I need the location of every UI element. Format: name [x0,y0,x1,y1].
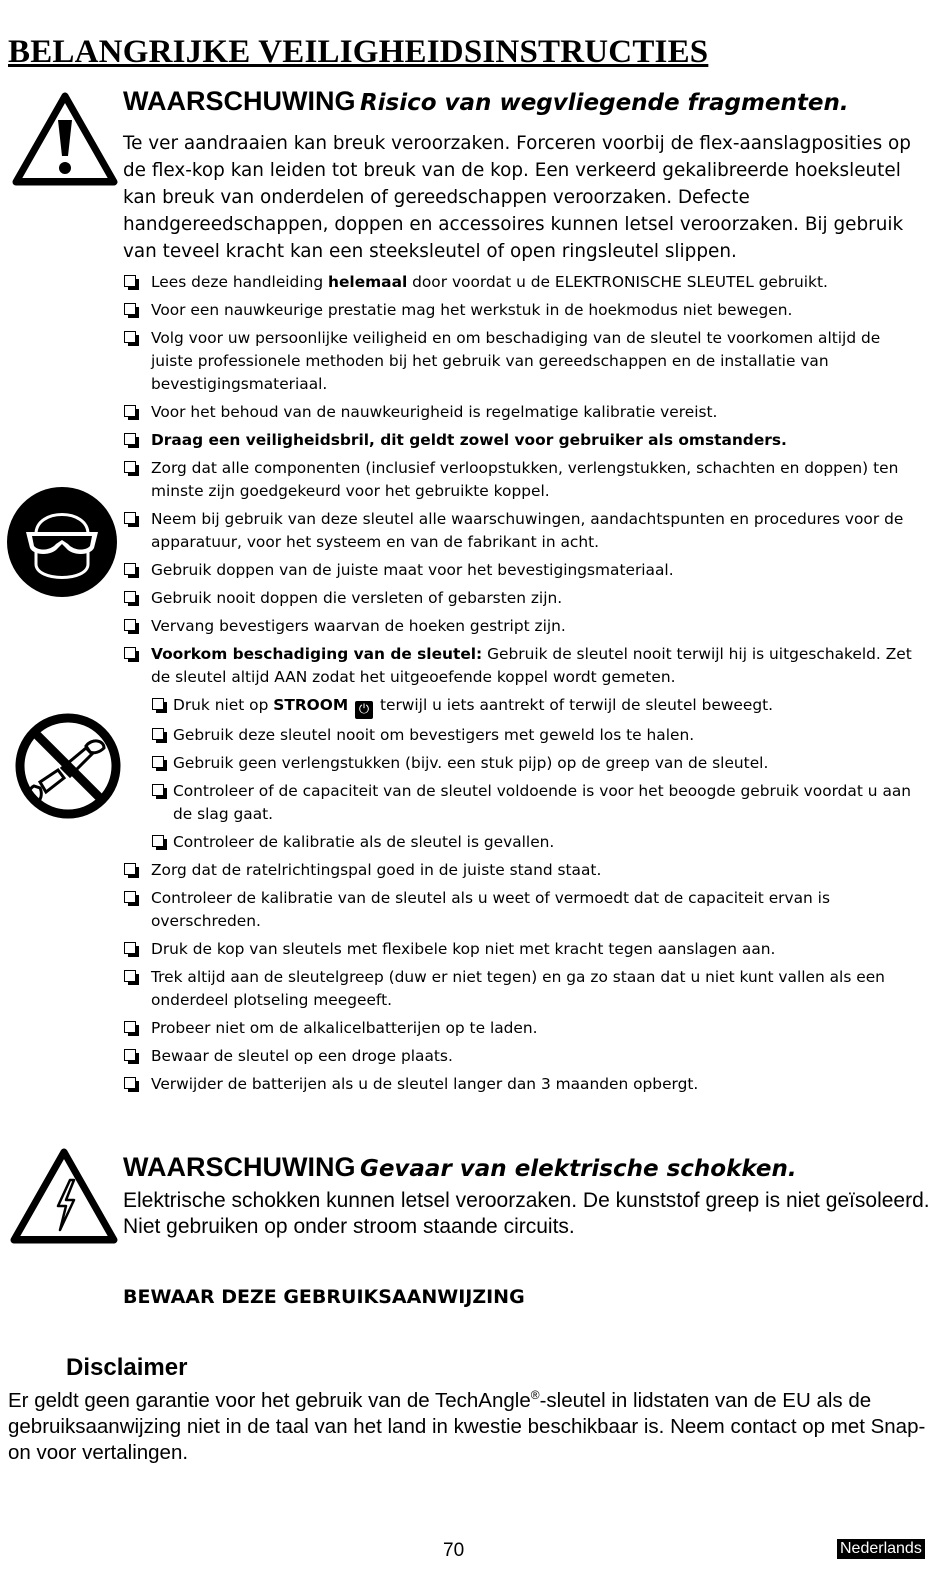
list-item: Neem bij gebruik van deze sleutel alle waarschuwingen, aandachtspunten en procedures voor de apparatuur, voor het systeem en van de fabrikant in acht. [123,508,923,554]
keep-instructions-note: BEWAAR DEZE GEBRUIKSAANWIJZING [123,1286,525,1308]
warning-risk: Risico van wegvliegende fragmenten. [359,90,849,116]
list-item: Probeer niet om de alkalicelbatterijen op te laden. [123,1017,923,1040]
list-item: Gebruik deze sleutel nooit om bevestigers met geweld los te halen. [151,724,923,747]
list-item: Druk niet op STROOM ⏻ terwijl u iets aantrekt of terwijl de sleutel beweegt. [151,694,923,719]
page-title: BELANGRIJKE VEILIGHEIDSINSTRUCTIES [8,34,709,70]
warning-word: WAARSCHUWING [123,1152,356,1182]
no-extension-icon [12,712,124,820]
list-item: Gebruik nooit doppen die versleten of gebarsten zijn. [123,587,923,610]
list-item: Voorkom beschadiging van de sleutel: Gebruik de sleutel nooit terwijl hij is uitgeschakeld. Zet de sleutel altijd AAN zodat het uitgeoefende koppel wordt gemeten. [123,643,923,689]
language-tab: Nederlands [837,1539,925,1559]
safety-checklist [123,271,923,1101]
list-item: Volg voor uw persoonlijke veiligheid en om beschadiging van de sleutel te voorkomen altijd de juiste professionele methoden bij het gebruik van gereedschappen en de installatie van bevestigingsmateriaal. [123,327,923,396]
list-item: Lees deze handleiding helemaal door voordat u de ELEKTRONISCHE SLEUTEL gebruikt. [123,271,923,294]
list-item: Controleer de kalibratie als de sleutel is gevallen. [151,831,923,854]
list-item: Voor een nauwkeurige prestatie mag het werkstuk in de hoekmodus niet bewegen. [123,299,923,322]
list-item: Vervang bevestigers waarvan de hoeken gestript zijn. [123,615,923,638]
warning-triangle-icon [10,90,120,190]
list-item: Trek altijd aan de sleutelgreep (duw er niet tegen) en ga zo staan dat u niet kunt vallen als een onderdeel plotseling meegeeft. [123,966,923,1012]
power-icon: ⏻ [355,701,373,719]
warning-word: WAARSCHUWING [123,86,356,116]
list-item: Voor het behoud van de nauwkeurigheid is regelmatige kalibratie vereist. [123,401,923,424]
warning-risk: Gevaar van elektrische schokken. [359,1156,797,1182]
list-item: Druk de kop van sleutels met flexibele kop niet met kracht tegen aanslagen aan. [123,938,923,961]
list-item: Controleer de kalibratie van de sleutel als u weet of vermoedt dat de capaciteit ervan is overschreden. [123,887,923,933]
shock-warning-heading [123,1152,797,1183]
warning-heading [123,86,849,117]
electric-shock-icon [8,1146,120,1248]
list-item: Zorg dat alle componenten (inclusief verloopstukken, verlengstukken, schachten en doppen) ten minste zijn goedgekeurd voor het gebruikte koppel. [123,457,923,503]
list-item: Bewaar de sleutel op een droge plaats. [123,1045,923,1068]
shock-warning-text: Elektrische schokken kunnen letsel veroorzaken. De kunststof greep is niet geïsoleerd. Niet gebruiken op onder stroom staande circuits. [123,1189,930,1238]
page-number: 70 [443,1540,465,1561]
list-item: Zorg dat de ratelrichtingspal goed in de juiste stand staat. [123,859,923,882]
list-item: Gebruik doppen van de juiste maat voor het bevestigingsmateriaal. [123,559,923,582]
list-item: Draag een veiligheidsbril, dit geldt zowel voor gebruiker als omstanders. [123,429,923,452]
list-item: Gebruik geen verlengstukken (bijv. een stuk pijp) op de greep van de sleutel. [151,752,923,775]
safety-goggles-icon [6,486,118,598]
disclaimer-text: Er geldt geen garantie voor het gebruik van de TechAngle®-sleutel in lidstaten van de EU als de gebruiksaanwijzing niet in de taal van het land in kwestie beschikbaar is. Neem contact op met Snap-on voor vertalingen. [8,1388,926,1464]
warning-text: Te ver aandraaien kan breuk veroorzaken. Forceren voorbij de flex-aanslagposities op de flex-kop kan leiden tot breuk van de kop. Een verkeerd gekalibreerde hoeksleutel kan breuk van onderdelen of gereedschappen veroorzaken. Defecte handgereedschappen, doppen en accessoires kunnen letsel veroorzaken. Bij gebruik van teveel kracht kan een steeksleutel of open ringsleutel slippen. [123,133,911,262]
disclaimer-title: Disclaimer [66,1354,188,1381]
list-item: Verwijder de batterijen als u de sleutel langer dan 3 maanden opbergt. [123,1073,923,1096]
list-item: Controleer of de capaciteit van de sleutel voldoende is voor het beoogde gebruik voordat u aan de slag gaat. [151,780,923,826]
